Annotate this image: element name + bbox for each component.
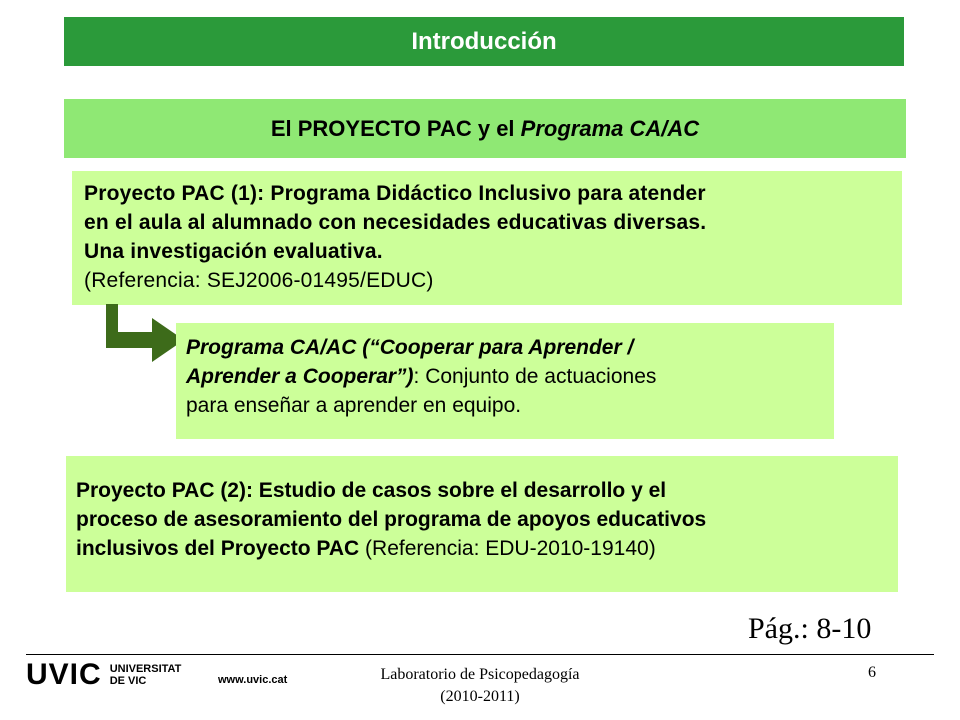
pac2-line2: proceso de asesoramiento del programa de apoyos educativos — [76, 508, 707, 531]
subtitle-text: El PROYECTO PAC y el Programa CA/AC — [270, 115, 700, 141]
footer-lab: Laboratorio de Psicopedagogía (2010-2011) — [380, 666, 580, 705]
project-pac2-box — [66, 456, 898, 592]
project-pac1-box — [72, 171, 902, 305]
uvic-logo — [26, 660, 181, 690]
subtitle-bar — [64, 99, 906, 158]
section-title-bar — [64, 17, 904, 66]
caac-title-line1: Programa CA/AC (“Cooperar para Aprender / — [186, 336, 634, 359]
caac-line2: Aprender a Cooperar”): Conjunto de actuaciones — [186, 365, 657, 388]
program-caac-box — [176, 323, 834, 439]
logo-text: UVIC — [26, 658, 102, 691]
pac2-line3: inclusivos del Proyecto PAC (Referencia: EDU-2010-19140) — [76, 537, 656, 560]
logo-subtitle: UNIVERSITAT DE VIC — [109, 663, 182, 687]
section-title: Introducción — [411, 27, 557, 55]
pac1-reference: (Referencia: SEJ2006-01495/EDUC) — [84, 269, 434, 292]
website-link[interactable]: www.uvic.cat — [218, 674, 288, 686]
footer-divider — [26, 654, 934, 655]
pac1-line3: Una investigación evaluativa. — [84, 240, 383, 263]
slide-number: 6 — [868, 664, 876, 681]
page-reference: Pág.: 8-10 — [748, 612, 872, 645]
caac-line3: para enseñar a aprender en equipo. — [186, 394, 522, 417]
pac1-line2: en el aula al alumnado con necesidades educativas diversas. — [84, 211, 707, 234]
pac1-line1: Proyecto PAC (1): Programa Didáctico Inclusivo para atender — [84, 182, 706, 205]
pac2-line1: Proyecto PAC (2): Estudio de casos sobre el desarrollo y el — [76, 479, 667, 502]
